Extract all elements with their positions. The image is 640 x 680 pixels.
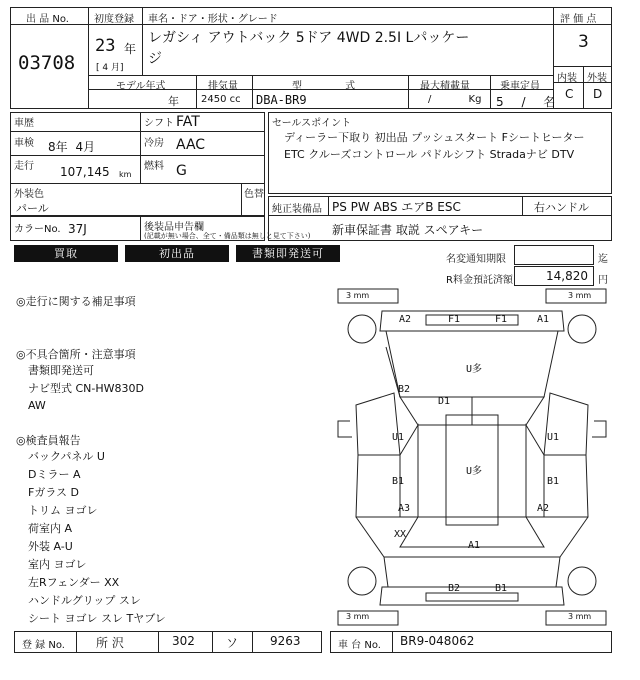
inspector-line: シート ヨゴレ スレ Tヤブレ bbox=[28, 612, 166, 625]
genuine-label: 純正装備品 bbox=[272, 204, 322, 215]
warranty-items: 新車保証書 取説 スペアキー bbox=[332, 223, 484, 237]
inspection-value: 8年 4月 bbox=[48, 140, 96, 154]
first-reg-month: [ 4 月] bbox=[96, 63, 124, 73]
damage-mark: A1 bbox=[537, 314, 550, 325]
genuine-items: PS PW ABS エアB ESC bbox=[332, 200, 461, 214]
model-label: 型 式 bbox=[292, 81, 356, 92]
inspector-title: ◎検査員報告 bbox=[16, 434, 81, 447]
max-load-label: 最大積載量 bbox=[420, 81, 470, 92]
first-reg-year-suffix: 年 bbox=[124, 42, 137, 56]
color-no-value: 37J bbox=[68, 222, 87, 236]
name-change-unit: 迄 bbox=[598, 254, 608, 265]
shift-label: シフト bbox=[144, 118, 174, 129]
reg-number: 9263 bbox=[270, 634, 301, 648]
reg-kana: ソ bbox=[226, 636, 239, 650]
reg-class: 302 bbox=[172, 634, 195, 648]
damage-mark: F1 bbox=[495, 314, 508, 325]
damage-mark: B1 bbox=[547, 476, 560, 487]
lot-number: 03708 bbox=[18, 52, 76, 74]
grade-value: 3 bbox=[578, 32, 589, 52]
fuel-value: G bbox=[176, 163, 187, 179]
tire-depth-label: 3 mm bbox=[568, 612, 592, 621]
capacity: 5 / 名 bbox=[496, 95, 556, 109]
ext-color-value: パール bbox=[16, 202, 49, 215]
aftermarket-label: 後装品申告欄 bbox=[144, 222, 204, 233]
docs-ready-button[interactable]: 書類即発送可 bbox=[236, 245, 340, 262]
inspection-label: 車検 bbox=[14, 138, 34, 149]
grade-label: 評 価 点 bbox=[560, 14, 597, 25]
defect-line: 書類即発送可 bbox=[28, 364, 94, 377]
vehicle-name-line2: ジ bbox=[148, 51, 162, 67]
ext-color-label: 外装色 bbox=[14, 189, 44, 200]
damage-mark: U多 bbox=[466, 466, 483, 477]
color-change-label: 色替 bbox=[244, 189, 264, 200]
sales-points-label: セールスポイント bbox=[272, 118, 352, 129]
first-listing-button[interactable]: 初出品 bbox=[125, 245, 229, 262]
damage-mark: U多 bbox=[466, 364, 483, 375]
model-year: 年 bbox=[168, 95, 179, 108]
color-no-label: カラーNo. bbox=[14, 224, 61, 235]
defect-notes-title: ◎不具合箇所・注意事項 bbox=[16, 348, 136, 361]
displacement: 2450 cc bbox=[201, 94, 241, 105]
first-reg-label: 初度登録 bbox=[94, 14, 134, 25]
damage-mark: U1 bbox=[547, 432, 560, 443]
tire-depth-label: 3 mm bbox=[346, 612, 370, 621]
model-code: DBA-BR9 bbox=[256, 93, 307, 107]
interior-grade: C bbox=[565, 87, 574, 101]
ac-value: AAC bbox=[176, 137, 206, 153]
history-label: 車歴 bbox=[14, 118, 34, 129]
tire-depth-label: 3 mm bbox=[346, 291, 370, 300]
buy-button[interactable]: 買取 bbox=[14, 245, 118, 262]
inspector-line: バックパネル U bbox=[28, 450, 105, 463]
recycle-unit: 円 bbox=[598, 275, 608, 286]
damage-mark: XX bbox=[394, 529, 407, 540]
steering: 右ハンドル bbox=[534, 201, 589, 214]
chassis-no: BR9-048062 bbox=[400, 634, 475, 648]
vehicle-label: 車名・ドア・形状・グレード bbox=[148, 14, 278, 25]
damage-mark: A1 bbox=[468, 540, 481, 551]
damage-mark: B1 bbox=[392, 476, 405, 487]
damage-mark: F1 bbox=[448, 314, 461, 325]
recycle-amount: 14,820 bbox=[546, 269, 588, 283]
damage-mark: A2 bbox=[399, 314, 412, 325]
inspector-line: Dミラー A bbox=[28, 468, 81, 481]
interior-label: 内装 bbox=[557, 73, 577, 84]
fuel-label: 燃料 bbox=[144, 161, 164, 172]
inspector-line: ハンドルグリップ スレ bbox=[28, 594, 141, 607]
defect-line: AW bbox=[28, 399, 46, 412]
damage-mark: B2 bbox=[398, 384, 411, 395]
damage-mark: B2 bbox=[448, 583, 461, 594]
chassis-label: 車 台 No. bbox=[338, 640, 381, 651]
vehicle-name-line1: レガシィ アウトバック 5ドア 4WD 2.5I Lパッケー bbox=[148, 30, 470, 46]
inspector-line: トリム ヨゴレ bbox=[28, 504, 98, 517]
inspector-line: 荷室内 A bbox=[28, 522, 73, 535]
ac-label: 冷房 bbox=[144, 138, 164, 149]
recycle-label: R料金預託済額 bbox=[446, 275, 513, 286]
damage-mark: D1 bbox=[438, 396, 451, 407]
inspector-line: Fガラス D bbox=[28, 486, 79, 499]
inspector-line: 外装 A-U bbox=[28, 540, 73, 553]
first-reg-year: 23 bbox=[95, 36, 116, 56]
shift-value: FAT bbox=[176, 114, 200, 130]
inspector-line: 室内 ヨゴレ bbox=[28, 558, 87, 571]
aftermarket-note: (記載が無い場合、全て・備品類は無しと見て下さい) bbox=[144, 232, 311, 240]
name-change-label: 名変通知期限 bbox=[446, 254, 506, 265]
name-change-box bbox=[514, 245, 594, 265]
reg-label: 登 録 No. bbox=[22, 640, 65, 651]
damage-mark: A3 bbox=[398, 503, 411, 514]
driving-notes-title: ◎走行に関する補足事項 bbox=[16, 295, 136, 308]
damage-mark: A2 bbox=[537, 503, 550, 514]
max-load: / Kg bbox=[428, 94, 482, 105]
damage-mark: B1 bbox=[495, 583, 508, 594]
tire-depth-label: 3 mm bbox=[568, 291, 592, 300]
sales-points-line2: ETC クルーズコントロール パドルシフト Stradaナビ DTV bbox=[284, 148, 575, 161]
damage-mark: U1 bbox=[392, 432, 405, 443]
lot-label: 出 品 No. bbox=[26, 14, 69, 25]
inspector-line: 左Rフェンダー XX bbox=[28, 576, 120, 589]
displacement-label: 排気量 bbox=[208, 81, 238, 92]
capacity-label: 乗車定員 bbox=[500, 81, 540, 92]
exterior-label: 外装 bbox=[587, 73, 607, 84]
model-year-label: モデル年式 bbox=[116, 81, 166, 92]
car-damage-diagram bbox=[330, 287, 614, 629]
reg-region: 所 沢 bbox=[96, 636, 124, 650]
mileage-unit: km bbox=[119, 170, 132, 179]
mileage-value: 107,145 bbox=[60, 165, 110, 179]
sales-points-line1: ディーラー下取り 初出品 プッシュスタート Fシートヒーター bbox=[284, 131, 585, 144]
defect-line: ナビ型式 CN-HW830D bbox=[28, 382, 144, 395]
mileage-label: 走行 bbox=[14, 161, 34, 172]
exterior-grade: D bbox=[593, 87, 603, 101]
